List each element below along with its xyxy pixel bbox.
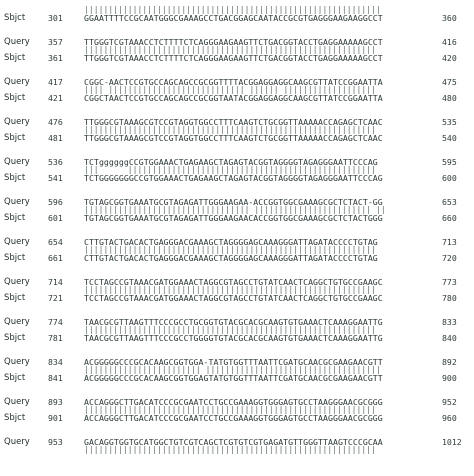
start-position: 774 [48,317,63,327]
match-bars: |||||||||||||||||||||||||||||||||| |||||||||||||||||||||||| || [84,205,386,214]
match-bars: |||||||||||||||||||||||||||||||||||||||||||||||||||||||||||| [84,325,376,334]
sequence-text: CTTGTACTGACACTGAGGGACGAAAGCTAGGGGAGCAAAGGGATTAGATACCCCTGTAG [84,253,378,263]
alignment-block [0,0,474,36]
match-bars: ||| ||||||||||||||||||||||||||||||||||||||||||||||||||| [84,165,376,174]
sequence-text: TTGGGTCGTAAACCTCTTTTCTCAGGGAAGAAGTTCTGACGGTACCTGAGGAAAAAGCCT [84,53,383,63]
end-position: 780 [442,293,457,303]
start-position: 601 [48,213,63,223]
start-position: 953 [48,437,63,447]
alignment-block [0,76,474,116]
row-label: Query [4,397,30,407]
row-label: Query [4,77,30,87]
end-position: 840 [442,333,457,343]
sequence-text: TCCTAGCCGTAAACGATGGAAACTAGGCGTAGCCTGTATCAACTCAGGCTGTGCCGAAGC [84,277,383,287]
end-position: 833 [442,317,457,327]
row-label: Query [4,357,30,367]
subject-row [0,172,474,184]
subject-row [0,292,474,304]
end-position: 720 [442,253,457,263]
row-label: Query [4,117,30,127]
row-label: Query [4,157,30,167]
start-position: 893 [48,397,63,407]
start-position: 721 [48,293,63,303]
end-position: 540 [442,133,457,143]
sequence-text: TCCTAGCCGTAAACGATGGAAACTAGGCGTAGCCTGTATCAACTCAGGCTGTGCCGAAGC [84,293,383,303]
subject-row [0,412,474,424]
end-position: 420 [442,53,457,63]
end-position: 1012 [442,437,462,447]
end-position: 416 [442,37,457,47]
start-position: 421 [48,93,63,103]
end-position: 713 [442,237,457,247]
match-bars: |||||||||||||||||||||||||||||||||||||||||||||||||||||||||||| [84,445,376,454]
subject-row [0,332,474,344]
subject-row [0,12,474,24]
row-label: Query [4,37,30,47]
start-position: 834 [48,357,63,367]
sequence-text: TTGGGTCGTAAACCTCTTTTCTCAGGGAAGAAGTTCTGACGGTACCTGAGGAAAAAGCCT [84,37,383,47]
start-position: 661 [48,253,63,263]
row-label: Sbjct [4,53,26,63]
alignment-block [0,236,474,276]
sequence-text: TAACGCGTTAAGTTTCCCGCCTGCGGTGTACGCACGCAAGTGTGAAACTCAAAGGAATTG [84,317,383,327]
match-bars: ||||||||||||||||||||||||||||||||||||||||||||||||||||||||||||| [84,5,381,14]
sequence-text: ACGGGGGCCCGCACAAGCGGTGGA-TATGTGGTTTAATTCGATGCAACGCGAAGAACGTT [84,357,383,367]
subject-row [0,132,474,144]
end-position: 653 [442,197,457,207]
sequence-text: CTTGTACTGACACTGAGGGACGAAAGCTAGGGGAGCAAAGGGATTAGATACCCCTGTAG [84,237,378,247]
start-position: 357 [48,37,63,47]
alignment-block [0,196,474,236]
subject-row [0,252,474,264]
row-label: Sbjct [4,253,26,263]
row-label: Query [4,277,30,287]
start-position: 714 [48,277,63,287]
alignment-block [0,276,474,316]
sequence-text: TCTggggggCCGTGGAAACTGAGAAGCTAGAGTACGGTAGGGGTAGAGGGAATTCCCAG [84,157,378,167]
match-row [0,444,474,456]
match-bars: |||||||||||||||||||||||||||||||||||||||||||||||||||||||||||| [84,125,376,134]
subject-row [0,212,474,224]
match-bars: |||||||||||||||||||||||||||||||||||||||||||||||||||||||||||| [84,45,376,54]
sequence-text: GACAGGTGGTGCATGGCTGTCGTCAGCTCGTGTCGTGAGATGTTGGGTTAAGTCCCGCAA [84,437,383,447]
start-position: 596 [48,197,63,207]
end-position: 600 [442,173,457,183]
sequence-text: TTGGGCGTAAAGCGTCCGTAGGTGGCCTTTCAAGTCTGCGGTTAAAAACCAGAGCTCAAC [84,117,383,127]
row-label: Query [4,317,30,327]
row-label: Sbjct [4,93,26,103]
sequence-text: ACGGGGGCCCGCACAAGCGGTGGAGTATGTGGTTTAATTCGATGCAACGCGAAGAACGTT [84,373,383,383]
row-label: Query [4,197,30,207]
start-position: 476 [48,117,63,127]
alignment-block [0,436,474,476]
row-label: Sbjct [4,13,26,23]
alignment-block [0,156,474,196]
start-position: 841 [48,373,63,383]
end-position: 952 [442,397,457,407]
sequence-text: ACCAGGGCTTGACATCCCGCGAATCCTGCCGAAAGGTGGGAGTGCCTAAGGGAACGCGGG [84,397,383,407]
start-position: 781 [48,333,63,343]
alignment-block [0,316,474,356]
sequence-text: TCTGGGGGGGCCGTGGAAACTGAGAAGCTAGAGTACGGTAGGGGTAGAGGGAATTCCCAG [84,173,383,183]
row-label: Sbjct [4,333,26,343]
subject-row [0,52,474,64]
sequence-text: TAACGCGTTAAGTTTCCCGCCTGGGGTGTACGCACGCAAGTGTGAAACTCAAAGGAATTG [84,333,383,343]
row-label: Sbjct [4,293,26,303]
alignment-block [0,116,474,156]
end-position: 360 [442,13,457,23]
sequence-text: ACCAGGGCTTGACATCCCGCGAATCCTGCCGAAAGGTGGGAGTGCCTAAGGGAACGCGGG [84,413,383,423]
start-position: 541 [48,173,63,183]
alignment-block [0,36,474,76]
subject-row [0,92,474,104]
start-position: 301 [48,13,63,23]
row-label: Query [4,237,30,247]
subject-row [0,372,474,384]
row-label: Query [4,437,30,447]
sequence-text: CGGCTAACTCCGTGCCAGCAGCCGCGGTAATACGGAGGAGGCAAGCGTTATCCGGAATTA [84,93,383,103]
match-bars: |||||||||||||||||||||||||||||||||||||||||||||||||||||||||||| [84,405,376,414]
end-position: 480 [442,93,457,103]
end-position: 892 [442,357,457,367]
end-position: 900 [442,373,457,383]
start-position: 536 [48,157,63,167]
start-position: 654 [48,237,63,247]
match-bars: |||||||||||||||||||||||| |||||||||||||||||||||||||||||||||||| [84,365,381,374]
start-position: 901 [48,413,63,423]
alignment-block [0,396,474,436]
start-position: 481 [48,133,63,143]
alignment-block [0,356,474,396]
row-label: Sbjct [4,373,26,383]
end-position: 773 [442,277,457,287]
row-label: Sbjct [4,173,26,183]
match-bars: |||||||||||||||||||||||||||||||||||||||||||||||||||||||||||| [84,245,376,254]
end-position: 960 [442,413,457,423]
row-label: Sbjct [4,133,26,143]
sequence-text: TGTAGCGGTGAAATGCGTAGAGATTGGGAAGAACACCGGTGGCGAAAGCGCTCTACTGGG [84,213,383,223]
row-label: Sbjct [4,213,26,223]
end-position: 535 [442,117,457,127]
match-bars: |||||||||||||||||||||||||||||||||||||||||||||||||||||||||||| [84,285,376,294]
match-bars: |||| |||||||||||||||||||||||||||| |||||| ||||||||||||||||||| [84,85,376,94]
sequence-text: CGGC-AACTCCGTGCCAGCAGCCGCGGTTTTACGGAGGAGGCAAGCGTTATCCGGAATTA [84,77,383,87]
sequence-text: TGTAGCGGTGAAATGCGTAGAGATTGGGAAGAA-ACCGGTGGCGAAAGCGCTCTACT-GG [84,197,383,207]
start-position: 417 [48,77,63,87]
start-position: 361 [48,53,63,63]
row-label: Sbjct [4,413,26,423]
sequence-text: TTGGGCGTAAAGCGTCCGTAGGTGGCCTTTCAAGTCTGCGGTTAAAAACCAGAGCTCAAC [84,133,383,143]
end-position: 475 [442,77,457,87]
sequence-text: GGAATTTTCCGCAATGGGCGAAAGCCTGACGGAGCAATACCGCGTGAGGGAAGAAGGCCT [84,13,383,23]
end-position: 595 [442,157,457,167]
end-position: 660 [442,213,457,223]
